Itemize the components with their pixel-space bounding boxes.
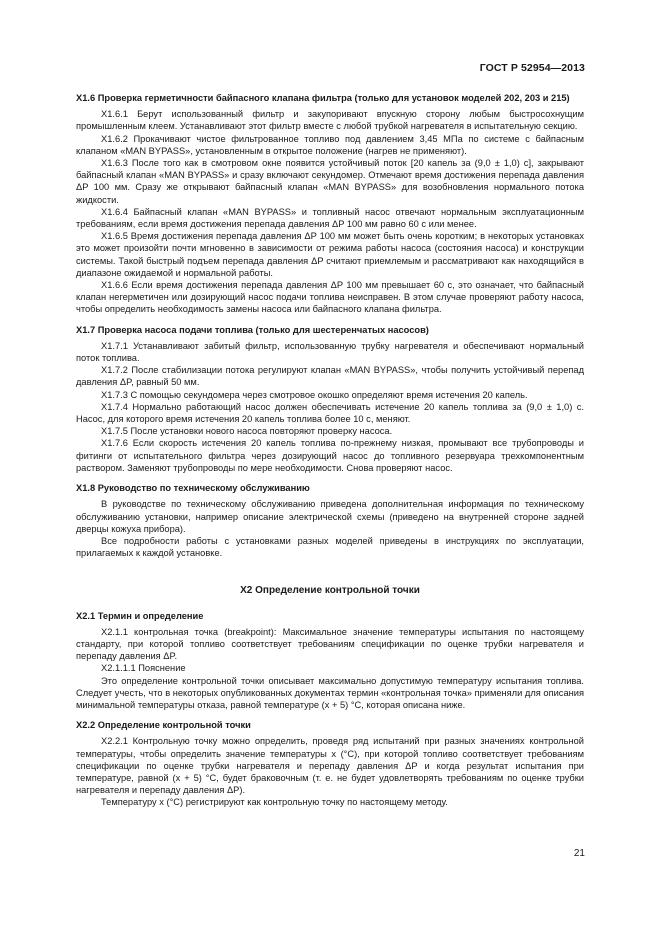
paragraph-x1-7-6: X1.7.6 Если скорость истечения 20 капель топлива по-прежнему низкая, промывают все трубопроводы и фитинги от испытательного фильтра через дозирующий насос до топливного резервуара трехкомпонентным раствором. Заменяют трубопроводы по мере необходимости. Снова проверяют насос. [76, 438, 584, 473]
section-heading-x1-6: X1.6 Проверка герметичности байпасного клапана фильтра (только для установок моделей 202, 203 и 215) [76, 93, 570, 103]
paragraph-x1-6-5: X1.6.5 Время достижения перепада давления ΔP 100 мм может быть очень коротким; в некоторых установках это может произойти почти мгновенно в зависимости от режима работы насоса (состояния насоса) и конструкции системы. Такой быстрый подъем перепада давления ΔP считают приемлемым и рассматривают как находящийся в диапазоне ожидаемой и нормальной работы. [76, 231, 584, 278]
section-heading-x1-7: X1.7 Проверка насоса подачи топлива (только для шестеренчатых насосов) [76, 324, 429, 335]
document-body [76, 92, 584, 809]
paragraph-x1-8-b: Все подробности работы с установками разных моделей приведены в инструкциях по эксплуатации, прилагаемых к каждой установке. [76, 535, 584, 559]
section-heading-x2-1: X2.1 Термин и определение [76, 610, 204, 621]
paragraph-x1-7-1: X1.7.1 Устанавливают забитый фильтр, использованную трубку нагревателя и обеспечивают нормальный поток топлива. [76, 340, 584, 364]
paragraph-x1-6-1: X1.6.1 Берут использованный фильтр и закупоривают впускную сторону любым быстросохнущим промышленным клеем. Устанавливают этот фильтр вместе с любой трубкой нагревателя в испытательную секцию. [76, 109, 584, 132]
paragraph-x1-7-2: X1.7.2 После стабилизации потока регулируют клапан «MAN BYPASS», чтобы получить устойчивый перепад давления ΔP, равный 50 мм. [76, 365, 584, 388]
paragraph-x2-1-1: X2.1.1 контрольная точка (breakpoint): Максимальное значение температуры испытания по настоящему стандарту, при которой топливо соответствует требованиям спецификации по оценке трубки нагревателя и перепаду давления ΔP. [76, 626, 584, 662]
standard-header: ГОСТ Р 52954—2013 [479, 62, 585, 74]
section-heading-x1-8: X1.8 Руководство по техническому обслуживанию [76, 483, 310, 494]
paragraph-x1-7-4: X1.7.4 Нормально работающий насос должен обеспечивать истечение 20 капель топлива за (9,0 ± 1,0) с. Насос, для которого время истечения 20 капель топлива более 10 с, меняют. [76, 401, 584, 425]
paragraph-x2-2-1: X2.2.1 Контрольную точку можно определить, проведя ряд испытаний при разных значениях контрольной температуры, чтобы определить значение температуры x (°С), при которой топливо соответствует требованиям спецификации по оценке трубки нагревателя и перепаду давления ΔP и когда результат испытания при температуре, равной (x + 5) °С, будет браковочным (т. е. не будет удовлетворять требованиям по оценке трубки нагревателя и перепаду давления ΔP). [76, 736, 584, 796]
paragraph-x1-6-2: X1.6.2 Прокачивают чистое фильтрованное топливо под давлением 3,45 МПа по системе с байпасным клапаном «MAN BYPASS», установленным в открытое положение (нагрев не применяют). [76, 133, 584, 156]
page-number: 21 [573, 848, 585, 859]
paragraph-x2-1-1-1: X2.1.1.1 Пояснение [101, 663, 186, 674]
paragraph-x2-2-1-b: Температуру x (°С) регистрируют как контрольную точку по настоящему методу. [101, 797, 448, 808]
paragraph-x1-7-3: X1.7.3 С помощью секундомера через смотровое окошко определяют время истечения 20 капель. [101, 389, 528, 400]
paragraph-x1-6-6: X1.6.6 Если время достижения перепада давления ΔP 100 мм превышает 60 с, это означает, что байпасный клапан негерметичен или дозирующий насос подачи топлива неисправен. В этом случае проверяют работу насоса, чтобы определить необходимость замены насоса или байпасного клапана фильтра. [76, 280, 584, 315]
chapter-heading-x2: X2 Определение контрольной точки [240, 585, 420, 597]
paragraph-x2-1-1-1-text: Это определение контрольной точки описывает максимально допустимую температуру испытания топлива. Следует учесть, что в некоторых опубликованных документах термин «контрольная точка» применяли для описания минимальной температуры отказа, равной температуре (x + 5) °С, которая описана ниже. [76, 675, 584, 710]
paragraph-x1-8-a: В руководстве по техническому обслуживанию приведена дополнительная информация по техническому обслуживанию установки, например описание электрической схемы (приведено на внутренней стороне задней дверцы кожуха прибора). [76, 499, 584, 534]
paragraph-x1-6-3: X1.6.3 После того как в смотровом окне появится устойчивый поток [20 капель за (9,0 ± 1,0) с], закрывают байпасный клапан «MAN BYPASS» и сразу включают секундомер. Отмечают время достижения перепада давления ΔP 100 мм. Сразу же открывают байпасный клапан «MAN BYPASS» для возобновления нормального потока жидкости. [76, 158, 584, 205]
section-heading-x2-2: X2.2 Определение контрольной точки [76, 720, 251, 731]
paragraph-x1-6-4: X1.6.4 Байпасный клапан «MAN BYPASS» и топливный насос отвечают нормальным эксплуатационным требованиям, если время достижения перепада давления ΔP 100 мм равно 60 с или менее. [76, 206, 584, 230]
paragraph-x1-7-5: X1.7.5 После установки нового насоса повторяют проверку насоса. [101, 426, 393, 437]
